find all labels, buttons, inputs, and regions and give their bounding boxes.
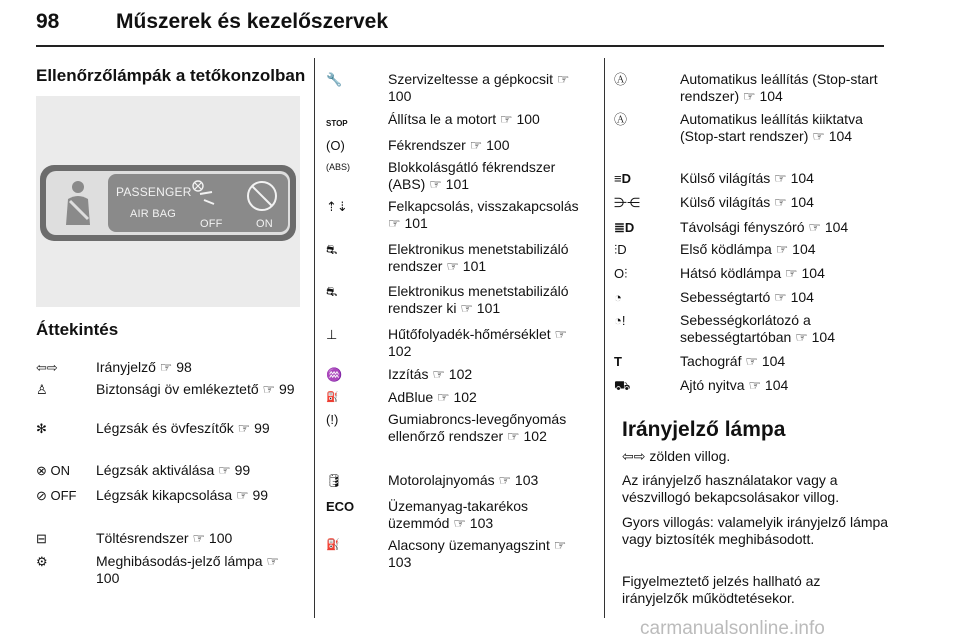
tachograph-icon: T xyxy=(614,354,622,369)
airbag-icon: ✻ xyxy=(36,421,47,436)
brake-icon: (O) xyxy=(326,138,345,153)
exterior-light-icon: ≡D xyxy=(614,171,631,186)
shift-icon: ⇡⇣ xyxy=(326,199,348,214)
airbag-off-icon: ⊘ OFF xyxy=(36,488,77,503)
overview-title: Áttekintés xyxy=(36,320,119,339)
autostop-off-icon: Ⓐ xyxy=(614,112,628,127)
adblue-icon: ⛽ xyxy=(326,392,339,403)
eco-icon: ECO xyxy=(326,499,355,514)
esc-off-icon: ⛐ xyxy=(326,284,338,299)
column-divider-1 xyxy=(314,58,315,618)
seatbelt-reminder-icon: ♙ xyxy=(36,382,48,397)
fuel-icon: ⛽ xyxy=(326,539,340,551)
on-label: ON xyxy=(256,218,273,230)
airbag-indicator-panel xyxy=(40,165,296,241)
cruise-control-icon: ◔ xyxy=(614,290,622,305)
speed-limiter-icon: ◔! xyxy=(614,313,626,328)
wrench-icon: 🔧 xyxy=(326,72,343,87)
oil-pressure-icon: 🛢 xyxy=(326,473,343,488)
paragraph: Az irányjelző használatakor vagy a vészvillogó bekapcsolásakor villog. xyxy=(622,472,840,505)
airbag-off-icon xyxy=(186,178,226,208)
paragraph: ⇦⇨ zölden villog. xyxy=(622,448,731,464)
section-title: Ellenőrzőlámpák a tetőkonzolban xyxy=(36,66,306,85)
coolant-icon: ⊥ xyxy=(326,327,338,342)
watermark: carmanualsonline.info xyxy=(640,618,825,639)
turn-signal-icon: ⇦⇨ xyxy=(36,360,58,375)
autostop-icon: Ⓐ xyxy=(614,72,628,87)
airbag-on-icon xyxy=(244,178,280,214)
door-open-icon: ⛟ xyxy=(614,378,631,393)
side-light-icon: ⋺⋲ xyxy=(614,195,640,210)
airbag-on-icon: ⊗ ON xyxy=(36,463,71,478)
airbag-label: AIR BAG xyxy=(130,208,177,220)
rear-fog-icon: O⫶ xyxy=(614,266,628,281)
high-beam-icon: ≣D xyxy=(614,220,635,235)
front-fog-icon: ⫶D xyxy=(614,242,627,257)
page-title: Műszerek és kezelőszervek xyxy=(116,10,389,33)
column-divider-2 xyxy=(604,58,605,618)
abs-icon: (ABS) xyxy=(326,162,351,172)
esc-icon: ⛐ xyxy=(326,242,338,257)
off-label: OFF xyxy=(200,218,223,230)
header-rule xyxy=(36,45,884,47)
stop-icon: STOP xyxy=(326,119,348,128)
paragraph: Gyors villogás: valamelyik irányjelző lámpa vagy biztosíték meghibásodott. xyxy=(622,514,889,547)
passenger-label: PASSENGER xyxy=(116,185,192,199)
paragraph: Figyelmeztető jelzés hallható az irányjelzők működtetésekor. xyxy=(622,573,821,606)
page-number: 98 xyxy=(36,10,60,33)
section-heading: Irányjelző lámpa xyxy=(622,418,786,441)
glow-plug-icon: ♒ xyxy=(326,367,343,382)
battery-icon: ⊟ xyxy=(36,531,47,546)
tire-pressure-icon: (!) xyxy=(326,412,339,427)
seatbelt-icon xyxy=(60,179,96,227)
engine-icon: ⚙ xyxy=(36,554,48,569)
